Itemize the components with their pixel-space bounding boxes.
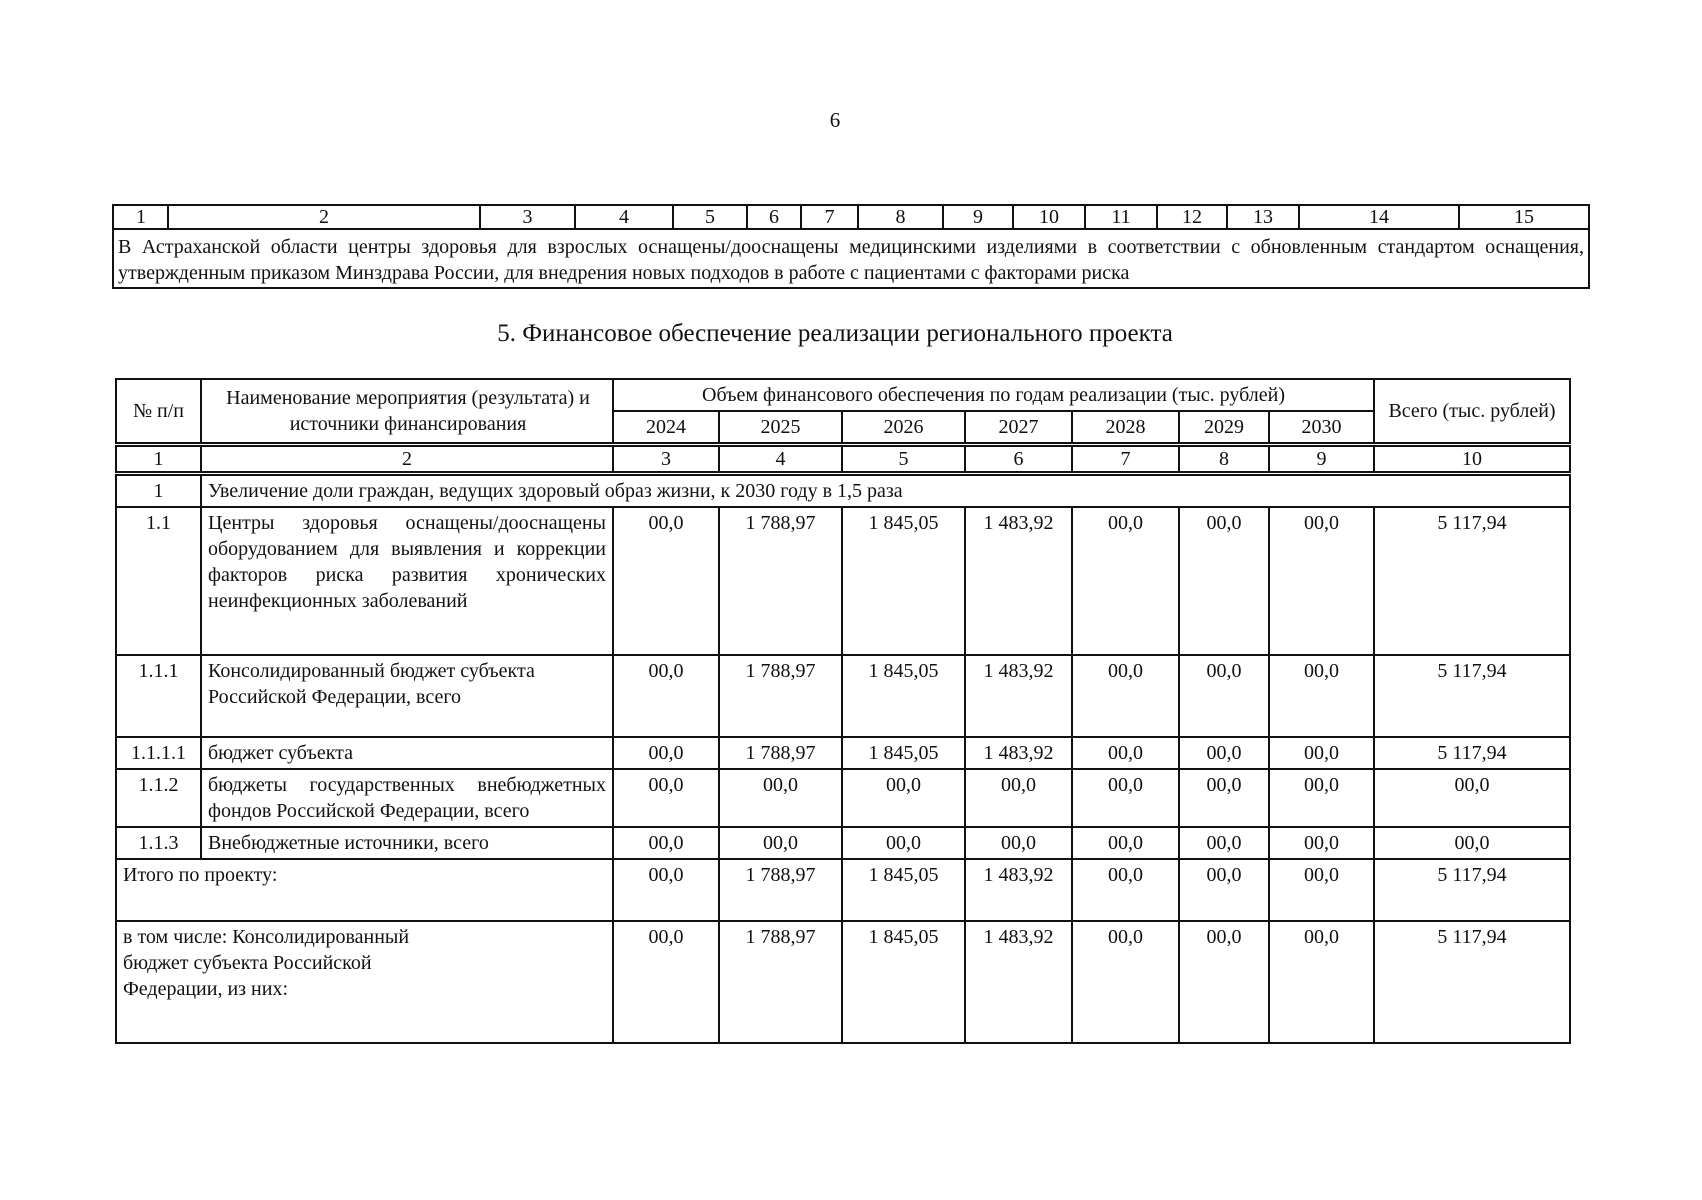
row-value: 1 483,92 (965, 507, 1072, 655)
row-name: Внебюджетные источники, всего (201, 827, 613, 859)
row-name: Центры здоровья оснащены/дооснащены оборудованием для выявления и коррекции факторов риска развития хронических неинфекционных заболеваний (201, 507, 613, 655)
row-value: 00,0 (613, 921, 719, 1043)
column-number: 8 (1179, 445, 1269, 474)
header-num: № п/п (116, 379, 201, 445)
row-value: 1 483,92 (965, 921, 1072, 1043)
header-year: 2027 (965, 411, 1072, 445)
column-number: 3 (480, 205, 575, 229)
header-volume: Объем финансового обеспечения по годам реализации (тыс. рублей) (613, 379, 1374, 411)
column-number: 5 (673, 205, 747, 229)
section-row (116, 474, 1570, 508)
column-number: 10 (1374, 445, 1570, 474)
row-value: 00,0 (1179, 769, 1269, 827)
row-value: 00,0 (1269, 827, 1374, 859)
row-value: 00,0 (613, 655, 719, 737)
row-value: 1 845,05 (842, 655, 965, 737)
row-value: 00,0 (1179, 859, 1269, 921)
header-name: Наименование мероприятия (результата) и источники финансирования (201, 379, 613, 445)
column-number: 6 (747, 205, 801, 229)
row-value: 1 845,05 (842, 859, 965, 921)
row-total: 00,0 (1374, 827, 1570, 859)
row-value: 00,0 (719, 769, 842, 827)
column-number: 4 (719, 445, 842, 474)
row-value: 00,0 (1179, 737, 1269, 769)
column-number: 1 (113, 205, 168, 229)
row-total: 00,0 (1374, 769, 1570, 827)
row-value: 00,0 (1179, 507, 1269, 655)
table-row (116, 827, 1570, 859)
column-number: 2 (201, 445, 613, 474)
row-total: 5 117,94 (1374, 507, 1570, 655)
header-year: 2026 (842, 411, 965, 445)
column-number: 7 (801, 205, 858, 229)
row-value: 1 788,97 (719, 859, 842, 921)
row-value: 00,0 (1072, 655, 1179, 737)
row-name: Консолидированный бюджет субъекта Российской Федерации, всего (201, 655, 613, 737)
row-value: 1 845,05 (842, 737, 965, 769)
column-number-row (116, 445, 1570, 474)
row-value: 00,0 (613, 859, 719, 921)
subtotal-label: в том числе: Консолидированный бюджет субъекта Российской Федерации, из них: (116, 921, 613, 1043)
row-value: 00,0 (1072, 769, 1179, 827)
row-value: 1 483,92 (965, 859, 1072, 921)
row-value: 00,0 (1269, 859, 1374, 921)
row-total: 5 117,94 (1374, 655, 1570, 737)
table-row (116, 769, 1570, 827)
row-value: 00,0 (1072, 507, 1179, 655)
result-text-row (113, 229, 1589, 288)
column-number: 2 (168, 205, 480, 229)
row-value: 1 788,97 (719, 737, 842, 769)
column-number: 15 (1459, 205, 1589, 229)
column-number: 4 (575, 205, 673, 229)
row-value: 1 483,92 (965, 655, 1072, 737)
row-num: 1.1.1 (116, 655, 201, 737)
row-value: 00,0 (965, 827, 1072, 859)
row-total: 5 117,94 (1374, 737, 1570, 769)
row-name: бюджеты государственных внебюджетных фондов Российской Федерации, всего (201, 769, 613, 827)
column-number: 7 (1072, 445, 1179, 474)
row-num: 1 (116, 474, 201, 508)
table-row (116, 737, 1570, 769)
column-number: 6 (965, 445, 1072, 474)
row-num: 1.1.3 (116, 827, 201, 859)
row-value: 00,0 (965, 769, 1072, 827)
row-value: 00,0 (1072, 921, 1179, 1043)
row-name: бюджет субъекта (201, 737, 613, 769)
page-number: 6 (829, 108, 841, 132)
row-value: 1 788,97 (719, 507, 842, 655)
finance-table (115, 378, 1571, 1044)
subtotal-row (116, 921, 1570, 1043)
header-year: 2030 (1269, 411, 1374, 445)
header-year: 2029 (1179, 411, 1269, 445)
row-value: 00,0 (1179, 827, 1269, 859)
row-value: 1 483,92 (965, 737, 1072, 769)
row-value: 00,0 (719, 827, 842, 859)
row-value: 00,0 (1269, 737, 1374, 769)
total-row (116, 859, 1570, 921)
row-value: 00,0 (1179, 921, 1269, 1043)
row-value: 00,0 (1072, 827, 1179, 859)
column-number: 12 (1157, 205, 1227, 229)
row-num: 1.1.1.1 (116, 737, 201, 769)
result-table (112, 204, 1590, 289)
row-value: 00,0 (1269, 655, 1374, 737)
header-year: 2025 (719, 411, 842, 445)
row-value: 00,0 (842, 827, 965, 859)
row-value: 1 845,05 (842, 921, 965, 1043)
column-number-row (113, 205, 1589, 229)
column-number: 8 (858, 205, 943, 229)
row-value: 00,0 (613, 507, 719, 655)
table-row (116, 507, 1570, 655)
row-value: 00,0 (613, 737, 719, 769)
column-number: 5 (842, 445, 965, 474)
row-value: 00,0 (1269, 769, 1374, 827)
result-text: В Астраханской области центры здоровья для взрослых оснащены/дооснащены медицинскими изделиями в соответствии с обновленным стандартом оснащения, утвержденным приказом Минздрава России, для внедрения новых подходов в работе с пациентами с факторами риска (113, 229, 1589, 288)
row-value: 1 788,97 (719, 921, 842, 1043)
row-value: 00,0 (613, 827, 719, 859)
table-row (116, 655, 1570, 737)
header-total: Всего (тыс. рублей) (1374, 379, 1570, 445)
row-value: 00,0 (1179, 655, 1269, 737)
row-total: 5 117,94 (1374, 859, 1570, 921)
row-value: 00,0 (1072, 859, 1179, 921)
header-year: 2024 (613, 411, 719, 445)
row-value: 00,0 (1269, 507, 1374, 655)
column-number: 14 (1299, 205, 1459, 229)
row-value: 00,0 (1072, 737, 1179, 769)
column-number: 11 (1085, 205, 1157, 229)
row-num: 1.1.2 (116, 769, 201, 827)
header-row (116, 379, 1570, 411)
header-year: 2028 (1072, 411, 1179, 445)
row-value: 00,0 (842, 769, 965, 827)
column-number: 3 (613, 445, 719, 474)
column-number: 1 (116, 445, 201, 474)
column-number: 9 (943, 205, 1013, 229)
row-total: 5 117,94 (1374, 921, 1570, 1043)
row-num: 1.1 (116, 507, 201, 655)
total-label: Итого по проекту: (116, 859, 613, 921)
section-row-text: Увеличение доли граждан, ведущих здоровый образ жизни, к 2030 году в 1,5 раза (201, 474, 1570, 508)
column-number: 9 (1269, 445, 1374, 474)
row-value: 00,0 (1269, 921, 1374, 1043)
section-title: 5. Финансовое обеспечение реализации регионального проекта (497, 320, 1173, 347)
row-value: 1 788,97 (719, 655, 842, 737)
row-value: 1 845,05 (842, 507, 965, 655)
column-number: 10 (1013, 205, 1085, 229)
column-number: 13 (1227, 205, 1299, 229)
row-value: 00,0 (613, 769, 719, 827)
